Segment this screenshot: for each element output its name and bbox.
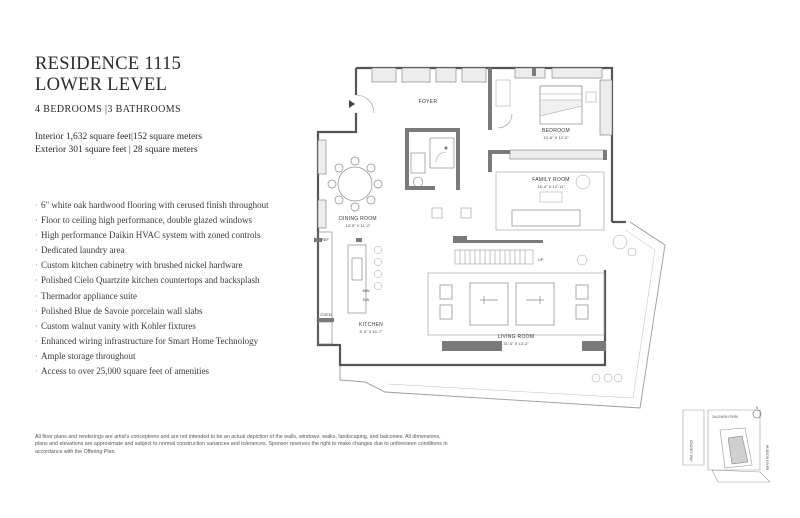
living-room-dimensions: 31'-4" X 13'-2" <box>503 341 529 346</box>
feature-text: Access to over 25,000 square feet of amenities <box>41 366 209 377</box>
feature-text: 6" white oak hardwood flooring with cerused finish throughout <box>41 200 269 210</box>
kitchen-label: KITCHEN <box>358 322 384 328</box>
north-label: N <box>755 406 759 410</box>
residence-name: RESIDENCE 1115 <box>35 54 182 74</box>
fridge-label: REF <box>321 237 329 242</box>
terrace-table <box>628 248 636 256</box>
feature-item: · 6" white oak hardwood flooring with cerused finish throughout <box>35 200 269 210</box>
foyer-label: FOYER <box>418 99 438 105</box>
exterior-area: Exterior 301 square feet | 28 square meters <box>35 144 198 155</box>
family-room-dimensions: 16'-4" X 12'-11" <box>537 184 565 189</box>
bedroom-label: BEDROOM <box>542 128 570 134</box>
window-strips <box>318 68 612 228</box>
feature-item: · Floor to ceiling high performance, double glazed windows <box>35 215 252 226</box>
bed-pillows <box>540 86 582 94</box>
interior-area: Interior 1,632 square feet|152 square meters <box>35 132 203 142</box>
feature-item: · Dedicated laundry area <box>35 245 125 256</box>
feature-text: High performance Daikin HVAC system with zoned controls <box>41 230 261 241</box>
street-label: CROSBY WAY <box>689 440 693 462</box>
family-room-label: FAMILY ROOM <box>532 177 570 183</box>
feature-item: · Polished Cielo Quartzite kitchen countertops and backsplash <box>35 275 260 286</box>
nightstand <box>586 92 596 102</box>
feature-item: · Thermador appliance suite <box>35 290 137 301</box>
stair-up-label: UP <box>538 257 544 262</box>
bedroom-dimensions: 13'-6" X 12'-0" <box>543 135 569 140</box>
feature-text: Ample storage throughout <box>41 350 136 361</box>
kitchen-dimensions: 9'-3" X 14'-7" <box>359 329 383 334</box>
legal-disclaimer: All floor plans and renderings are artist's conceptions and are not intended to be an actual depiction of the walls, windows, walks, landscaping, and balconies. All dimensions, plans and elevations are approximate and subject to normal construction variances and tolerances. Sponsor reserves the right to make changes due to unforeseen conditions in accordance with the Offering Plan. <box>35 434 448 455</box>
lounge-chairs <box>432 208 471 218</box>
bedroom-dresser <box>496 80 510 106</box>
dining-set <box>328 157 382 211</box>
feature-text: Custom walnut vanity with Kohler fixtures <box>41 320 196 331</box>
feature-item: · Polished Blue de Savoie porcelain wall slabs <box>35 305 203 316</box>
bar-stools <box>375 247 382 290</box>
bath-vanity <box>411 153 425 173</box>
level-name: LOWER LEVEL <box>35 75 168 95</box>
feature-item: · Enhanced wiring infrastructure for Smart Home Technology <box>35 335 259 346</box>
family-room-sofa <box>512 210 580 226</box>
feature-text: Enhanced wiring infrastructure for Smart Home Technology <box>41 335 259 346</box>
feature-text: Dedicated laundry area <box>41 245 125 256</box>
plant <box>577 255 587 265</box>
river-label: HUDSON RIVER <box>765 445 769 471</box>
staircase <box>455 250 533 264</box>
toilet-fixture <box>414 177 423 187</box>
microwave-label: MW <box>362 288 370 293</box>
feature-item: · Ample storage throughout <box>35 350 136 361</box>
terrace-chair <box>613 235 627 249</box>
dining-room-dimensions: 13'-5" X 11'-2" <box>345 223 371 228</box>
family-room-table <box>540 192 562 202</box>
feature-item: · High performance Daikin HVAC system with zoned controls <box>35 230 261 241</box>
key-map <box>683 410 770 482</box>
oven-label: OVEN <box>320 312 332 317</box>
living-room-furniture <box>440 283 588 325</box>
family-room-chair <box>576 175 590 189</box>
terrace-furniture <box>592 374 622 382</box>
feature-text: Floor to ceiling high performance, double glazed windows <box>41 215 252 226</box>
feature-item: · Access to over 25,000 square feet of amenities <box>35 366 209 377</box>
bedrooms-bathrooms: 4 BEDROOMS |3 BATHROOMS <box>35 104 181 115</box>
park-label: ZALEWSKI PARK <box>712 415 739 419</box>
feature-text: Custom kitchen cabinetry with brushed nickel hardware <box>41 260 243 271</box>
living-room-label: LIVING ROOM <box>497 334 535 340</box>
entry-door-arrow <box>349 100 355 108</box>
dishwasher-label: DW <box>362 297 370 302</box>
feature-item: · Custom kitchen cabinetry with brushed nickel hardware <box>35 260 243 271</box>
feature-text: Polished Cielo Quartzite kitchen countertops and backsplash <box>41 275 260 286</box>
dining-room-label: DINING ROOM <box>339 216 377 222</box>
feature-text: Thermador appliance suite <box>41 290 137 301</box>
building-footprint <box>728 436 748 464</box>
feature-item: · Custom walnut vanity with Kohler fixtures <box>35 320 196 331</box>
bed-blanket <box>540 100 582 116</box>
shower-drain <box>445 147 448 150</box>
feature-text: Polished Blue de Savoie porcelain wall slabs <box>41 305 203 316</box>
